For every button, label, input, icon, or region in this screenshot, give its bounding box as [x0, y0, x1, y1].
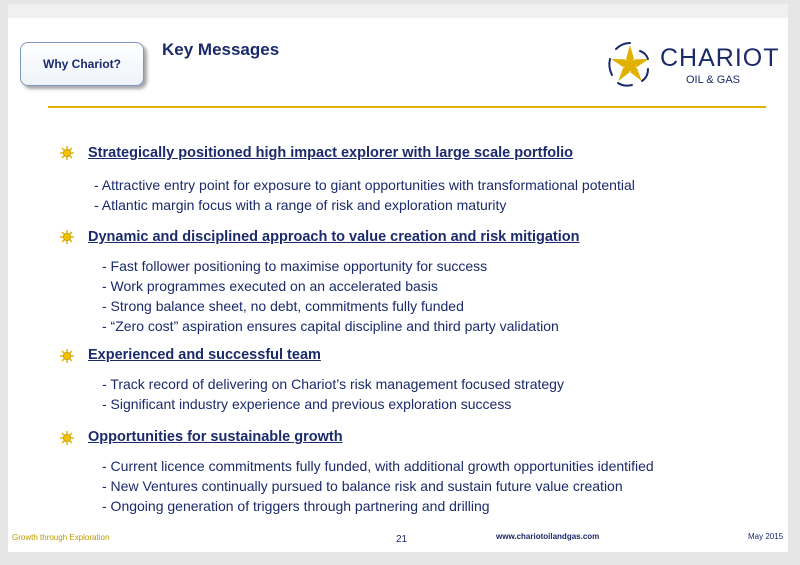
list-item: - Work programmes executed on an accelerated basis	[102, 278, 438, 294]
section-heading: Dynamic and disciplined approach to value creation and risk mitigation	[88, 229, 580, 245]
section-heading: Opportunities for sustainable growth	[88, 429, 343, 445]
footer-url[interactable]: www.chariotoilandgas.com	[496, 532, 600, 541]
section-heading: Experienced and successful team	[88, 347, 321, 363]
list-item: - Atlantic margin focus with a range of risk and exploration maturity	[94, 197, 507, 213]
section-tab	[20, 42, 144, 86]
sun-bullet-icon	[60, 146, 74, 160]
sun-bullet-icon	[60, 230, 74, 244]
list-item: - Significant industry experience and previous exploration success	[102, 396, 512, 412]
list-item: - Ongoing generation of triggers through partnering and drilling	[102, 498, 490, 514]
list-item: - Attractive entry point for exposure to giant opportunities with transformational potential	[94, 177, 635, 193]
chariot-logo	[604, 40, 780, 90]
section-heading: Strategically positioned high impact explorer with large scale portfolio	[88, 145, 574, 161]
page-title: Key Messages	[162, 40, 280, 59]
logo-wordmark: CHARIOT	[660, 44, 780, 72]
sun-bullet-icon	[60, 349, 74, 363]
list-item: - Track record of delivering on Chariot’s risk management focused strategy	[102, 376, 564, 392]
list-item: - Current licence commitments fully funded, with additional growth opportunities identified	[102, 458, 654, 474]
list-item: - Strong balance sheet, no debt, commitments fully funded	[102, 298, 464, 314]
section-tab-label: Why Chariot?	[43, 57, 121, 71]
sun-bullet-icon	[60, 431, 74, 445]
slide	[8, 4, 788, 552]
header-divider	[48, 106, 766, 108]
list-item: - New Ventures continually pursued to balance risk and sustain future value creation	[102, 478, 623, 494]
chariot-star-logo-icon	[604, 40, 656, 90]
logo-subtitle: OIL & GAS	[686, 74, 741, 86]
list-item: - “Zero cost” aspiration ensures capital discipline and third party validation	[102, 318, 559, 334]
footer-date: May 2015	[748, 532, 784, 541]
page-number: 21	[396, 534, 408, 545]
footer-tagline: Growth through Exploration	[12, 533, 110, 542]
list-item: - Fast follower positioning to maximise opportunity for success	[102, 258, 488, 274]
top-band	[8, 4, 788, 18]
